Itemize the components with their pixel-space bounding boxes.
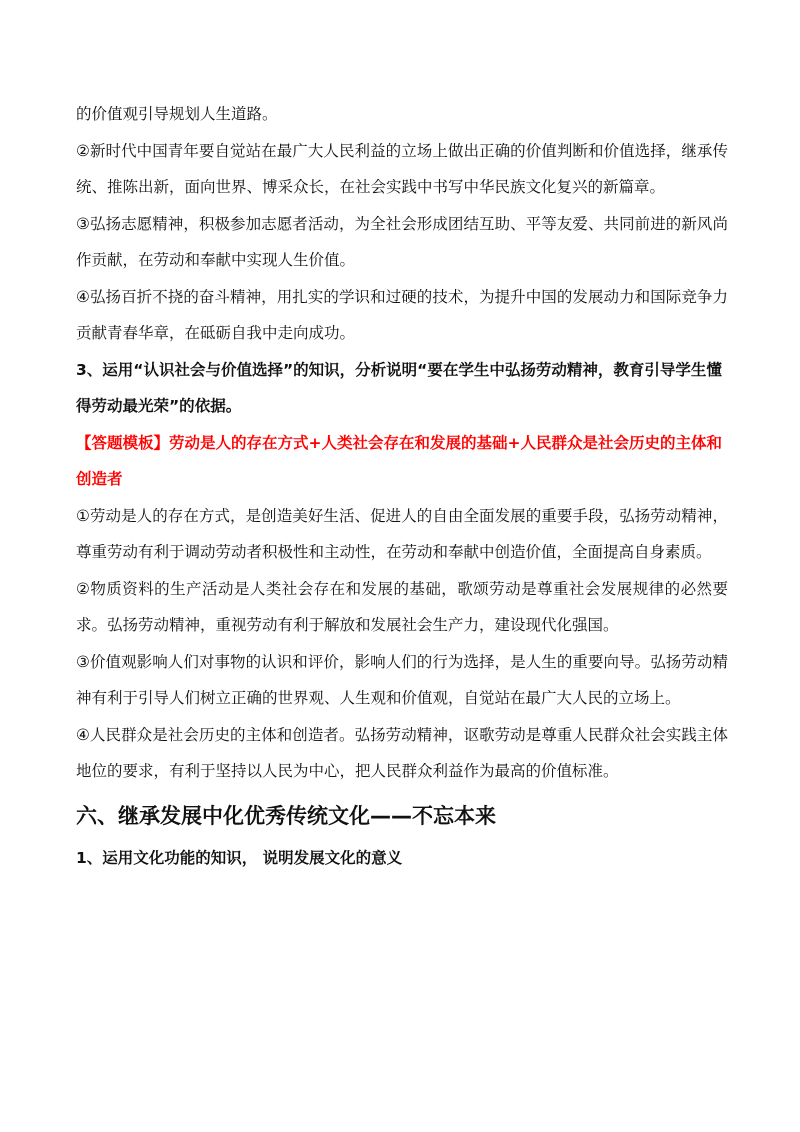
answer-point-1: ①劳动是人的存在方式，是创造美好生活、促进人的自由全面发展的重要手段，弘扬劳动精神，尊重劳动有利于调动劳动者积极性和主动性，在劳动和奉献中创造价值，全面提高自身素质。 <box>76 506 728 561</box>
answer-point-3: ③价值观影响人们对事物的认识和评价，影响人们的行为选择，是人生的重要向导。弘扬劳动精神有利于引导人们树立正确的世界观、人生观和价值观，自觉站在最广大人民的立场上。 <box>76 652 728 707</box>
paragraph-point-4: ④弘扬百折不挠的奋斗精神，用扎实的学识和过硬的技术，为提升中国的发展动力和国际竞争力贡献青春华章，在砥砺自我中走向成功。 <box>76 287 728 342</box>
document-page <box>76 96 728 876</box>
sub-heading: 1、运用文化功能的知识， 说明发展文化的意义 <box>76 848 403 867</box>
paragraph-point-2: ②新时代中国青年要自觉站在最广大人民利益的立场上做出正确的价值判断和价值选择，继承传统、推陈出新，面向世界、博采众长，在社会实践中书写中华民族文化复兴的新篇章。 <box>76 141 728 196</box>
section-heading: 六、继承发展中化优秀传统文化——不忘本来 <box>76 803 496 828</box>
paragraph-continuation: 的价值观引导规划人生道路。 <box>76 105 278 123</box>
answer-point-2: ②物质资料的生产活动是人类社会存在和发展的基础，歌颂劳动是尊重社会发展规律的必然要求。弘扬劳动精神，重视劳动有利于解放和发展社会生产力，建设现代化强国。 <box>76 579 728 634</box>
answer-template: 【答题模板】劳动是人的存在方式+人类社会存在和发展的基础+人民群众是社会历史的主体和创造者 <box>76 433 722 488</box>
paragraph-point-3: ③弘扬志愿精神，积极参加志愿者活动，为全社会形成团结互助、平等友爱、共同前进的新风尚作贡献，在劳动和奉献中实现人生价值。 <box>76 214 728 269</box>
answer-point-4: ④人民群众是社会历史的主体和创造者。弘扬劳动精神，讴歌劳动是尊重人民群众社会实践主体地位的要求，有利于坚持以人民为中心，把人民群众利益作为最高的价值标准。 <box>76 725 728 780</box>
question-3: 3、运用“认识社会与价值选择”的知识，分析说明“要在学生中弘扬劳动精神，教育引导学生懂得劳动最光荣”的依据。 <box>76 360 722 415</box>
